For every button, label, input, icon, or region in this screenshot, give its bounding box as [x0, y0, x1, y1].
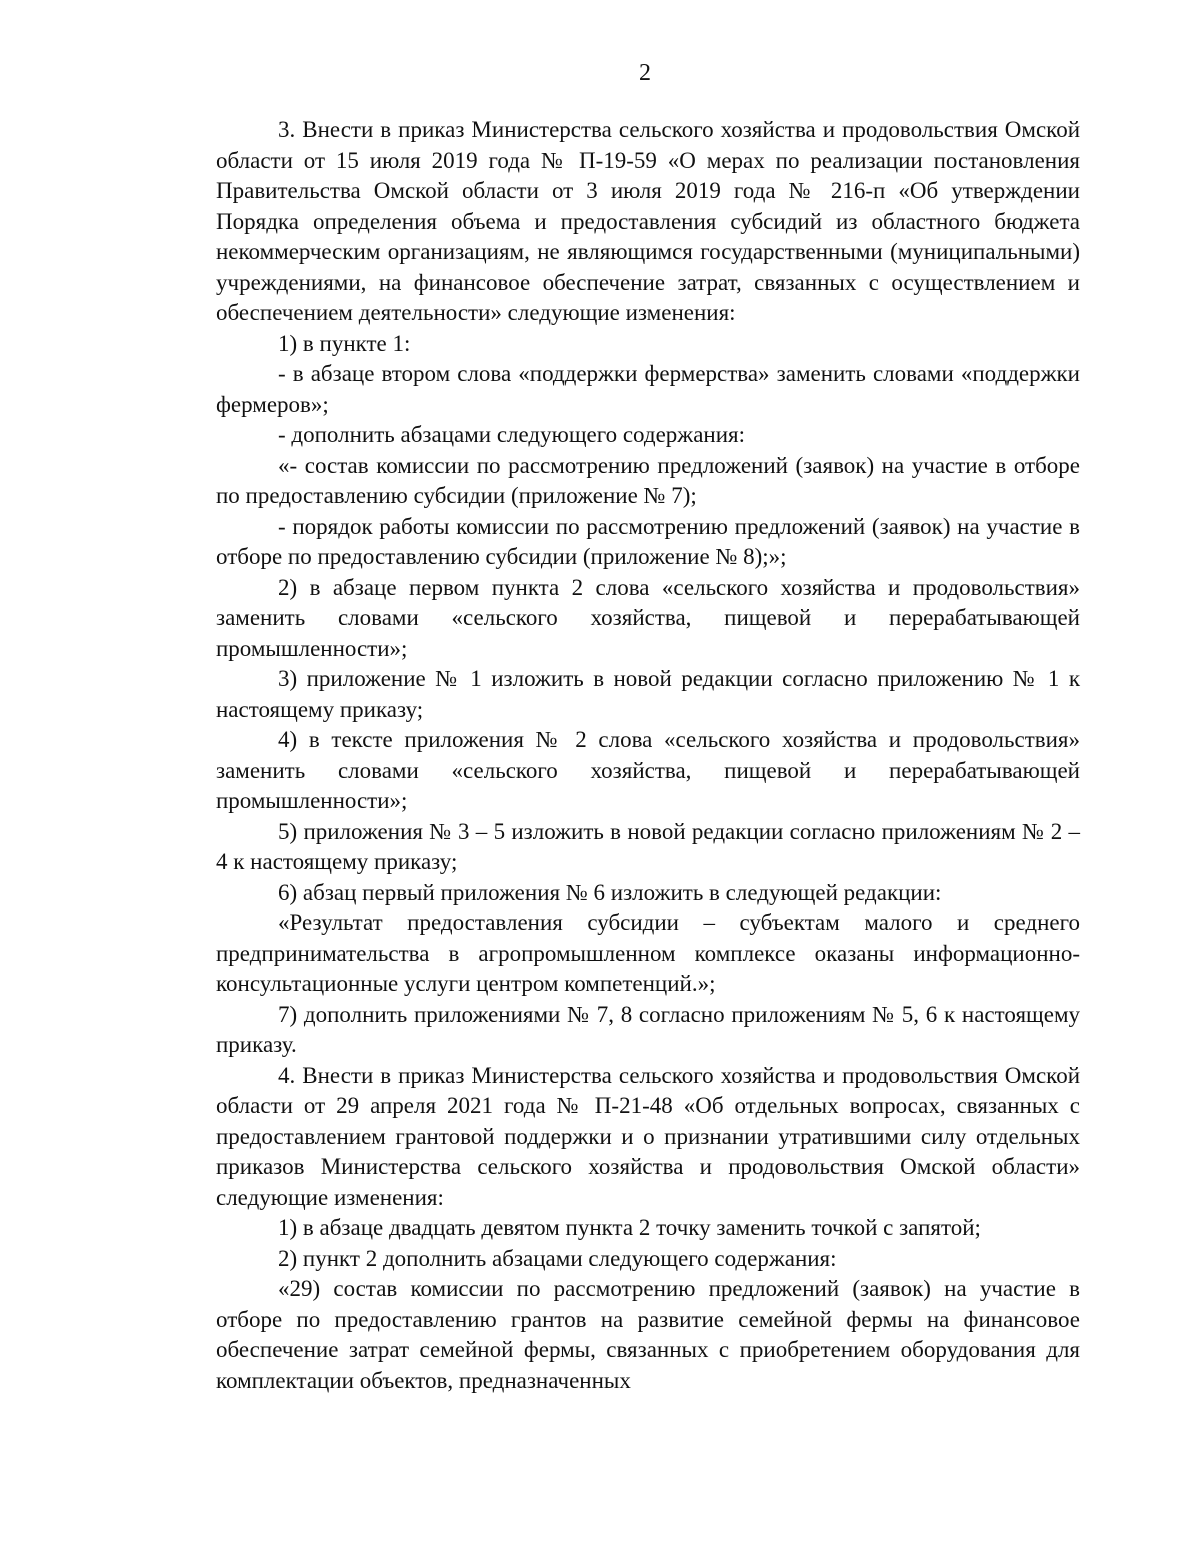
paragraph-item-4-subitem-2: 2) пункт 2 дополнить абзацами следующего содержания:	[278, 1245, 837, 1271]
paragraph-dash-2: - дополнить абзацами следующего содержания:	[278, 422, 745, 447]
paragraph-subitem-6: 6) абзац первый приложения № 6 изложить в следующей редакции:	[278, 879, 942, 905]
paragraph-subitem-5: 5) приложения № 3 – 5 изложить в новой редакции согласно приложениям № 2 – 4 к настоящему приказу;	[216, 818, 1080, 874]
paragraph-item-3-intro: 3. Внести в приказ Министерства сельского хозяйства и продовольствия Омской области от 15 июля 2019 года № П-19-59 «О мерах по реализации постановления Правительства Омской области от 3 июля 2019 года № 216-п «Об утверждении Порядка определения объема и предоставления субсидий из областного бюджета некоммерческим организациям, не являющимся государственными (муниципальными) учреждениями, на финансовое обеспечение затрат, связанных с осуществлением и обеспечением деятельности» следующие изменения:	[216, 117, 1080, 325]
paragraph-dash-1: - в абзаце втором слова «поддержки фермерства» заменить словами «поддержки фермеров»;	[216, 361, 1080, 417]
paragraph-subitem-1: 1) в пункте 1:	[278, 330, 411, 356]
paragraph-subitem-3: 3) приложение № 1 изложить в новой редакции согласно приложению № 1 к настоящему приказу;	[216, 666, 1080, 722]
paragraph-quote-29: «29) состав комиссии по рассмотрению предложений (заявок) на участие в отборе по предоставлению грантов на развитие семейной фермы на финансовое обеспечение затрат семейной фермы, связанных с приобретением оборудования для комплектации объектов, предназначенных	[216, 1276, 1080, 1393]
paragraph-item-4-intro: 4. Внести в приказ Министерства сельского хозяйства и продовольствия Омской области от 29 апреля 2021 года № П-21-48 «Об отдельных вопросах, связанных с предоставлением грантовой поддержки и о признании утратившими силу отдельных приказов Министерства сельского хозяйства и продовольствия Омской области» следующие изменения:	[216, 1062, 1080, 1210]
paragraph-subitem-7: 7) дополнить приложениями № 7, 8 согласно приложениям № 5, 6 к настоящему приказу.	[216, 1001, 1080, 1057]
paragraph-quote-commission: «- состав комиссии по рассмотрению предложений (заявок) на участие в отборе по предоставлению субсидии (приложение № 7);	[216, 452, 1080, 508]
page-number: 2	[639, 60, 651, 86]
paragraph-dash-procedure: - порядок работы комиссии по рассмотрению предложений (заявок) на участие в отборе по предоставлению субсидии (приложение № 8);»;	[216, 513, 1080, 569]
document-body	[216, 115, 1080, 1396]
paragraph-quote-result: «Результат предоставления субсидии – субъектам малого и среднего предпринимательства в агропромышленном комплексе оказаны информационно-консультационные услуги центром компетенций.»;	[216, 910, 1080, 996]
paragraph-subitem-4: 4) в тексте приложения № 2 слова «сельского хозяйства и продовольствия» заменить словами «сельского хозяйства, пищевой и перерабатывающей промышленности»;	[216, 727, 1080, 813]
paragraph-item-4-subitem-1: 1) в абзаце двадцать девятом пункта 2 точку заменить точкой с запятой;	[278, 1215, 981, 1240]
paragraph-subitem-2: 2) в абзаце первом пункта 2 слова «сельского хозяйства и продовольствия» заменить словами «сельского хозяйства, пищевой и перерабатывающей промышленности»;	[216, 574, 1080, 661]
